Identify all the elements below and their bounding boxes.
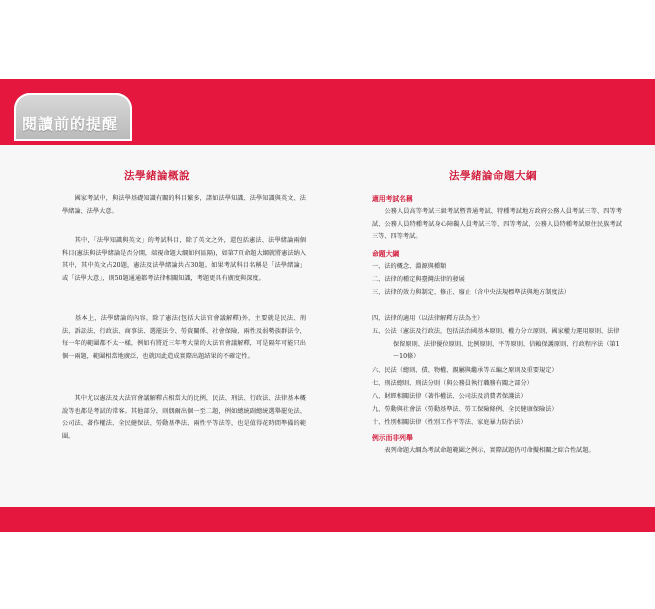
outline-item: 三、法律的效力與制定、修正、廢止（含中央法規標準法與地方制度法） xyxy=(372,289,570,296)
bottom-red-band xyxy=(0,507,655,532)
outline-item: 八、財經相關法律（著作權法、公司法及消費者保護法） xyxy=(372,393,527,400)
outline-item: 七、刑法總則、刑法分則（與公務員執行職務有關之部分） xyxy=(372,380,533,387)
section-head-examples: 例示而非列舉 xyxy=(372,434,413,442)
outline-item: 二、法律的種定與臺灣法律的發展 xyxy=(372,276,465,283)
left-paragraph-4: 其中尤以憲法及大法官會議解釋占相當大的比例，民法、刑法、行政法、法律基本概說等也都是考試的常客。其他部分，則偶爾出個一至二題，例如總統副總統選舉罷免法、公司法、著作權法、全民健保法、勞動基準法、兩性平等法等，也是值得花時間準備的範圍。 xyxy=(62,395,306,440)
left-paragraph-2: 其中，「法學知識與英文」的考試科目，除了英文之外，還包括憲法、法學緒論兩個科目(憲法與法學緒論是否分開，端視命題大綱如何區隔)，如第7頁命題大綱就將憲法納入其中，其中英文占20題，憲法及法學緒論共占30題。如果考試科目名稱是「法學緒論」或「法學大意」，則50題通通都考法律相關知識，考題更具有廣度與深度。 xyxy=(62,237,306,282)
outline-item: 六、民法（總則、債、物權、親屬與繼承等五編之原則及重要規定） xyxy=(372,367,558,374)
outline-item: 一、法的概念、淵源與種類 xyxy=(372,263,447,270)
left-paragraph-1: 國家考試中，與法學基礎知識有關的科目繁多，諸如法學知識、法學知識與英文、法學緒論、法學大意。 xyxy=(62,195,306,215)
left-paragraph-3: 基本上，法學緒論的內容，除了憲法(包括大法官會議解釋)外，主要就是民法、刑法、訴訟法、行政法、商事法、選罷法令、勞資關係、社會保險、兩性及弱勢族群法令，每一年的範圍都不太一樣，例如有將近三年考大量的大法官會議解釋，可是隔年可能只出個一兩題，範圍相當地廣泛，也就因此造成實際出題結果的不確定性。 xyxy=(62,315,306,360)
header-tab-label: 閱讀前的提醒 xyxy=(22,115,119,133)
applicable-exams-text: 公務人員高等考試三級考試暨普通考試、特種考試地方政府公務人員考試三等、四等考試、公務人員特種考試身心障礙人員考試三等、四等考試、公務人員特種考試原住民族考試三等、四等考試。 xyxy=(372,208,622,241)
outline-item: 十、性別相關法律（性別工作平等法、家庭暴力防治法） xyxy=(372,419,527,426)
outline-item: 九、勞動與社會法（勞動基準法、勞工保險條例、全民健康保險法） xyxy=(372,406,558,413)
left-title: 法學緒論概說 xyxy=(124,170,190,182)
outline-item: 四、法律的適用（以法律解釋方法為主） xyxy=(372,315,484,322)
section-head-applicable-exams: 適用考試名稱 xyxy=(372,195,413,203)
section-head-outline: 命題大綱 xyxy=(372,250,400,258)
right-title: 法學緒論命題大綱 xyxy=(449,170,537,182)
examples-text: 表列命題大綱為考試命題範圍之例示，實際試題仍可命擬相關之綜合性試題。 xyxy=(372,447,595,454)
outline-item: 五、公法（憲法及行政法，包括法治國基本原則、權力分立原則、國家權力運用原則、法律保留原則、法律優位原則、比例原則、平等原則、信賴保護原則、行政程序法（第1～10條） xyxy=(372,328,620,361)
